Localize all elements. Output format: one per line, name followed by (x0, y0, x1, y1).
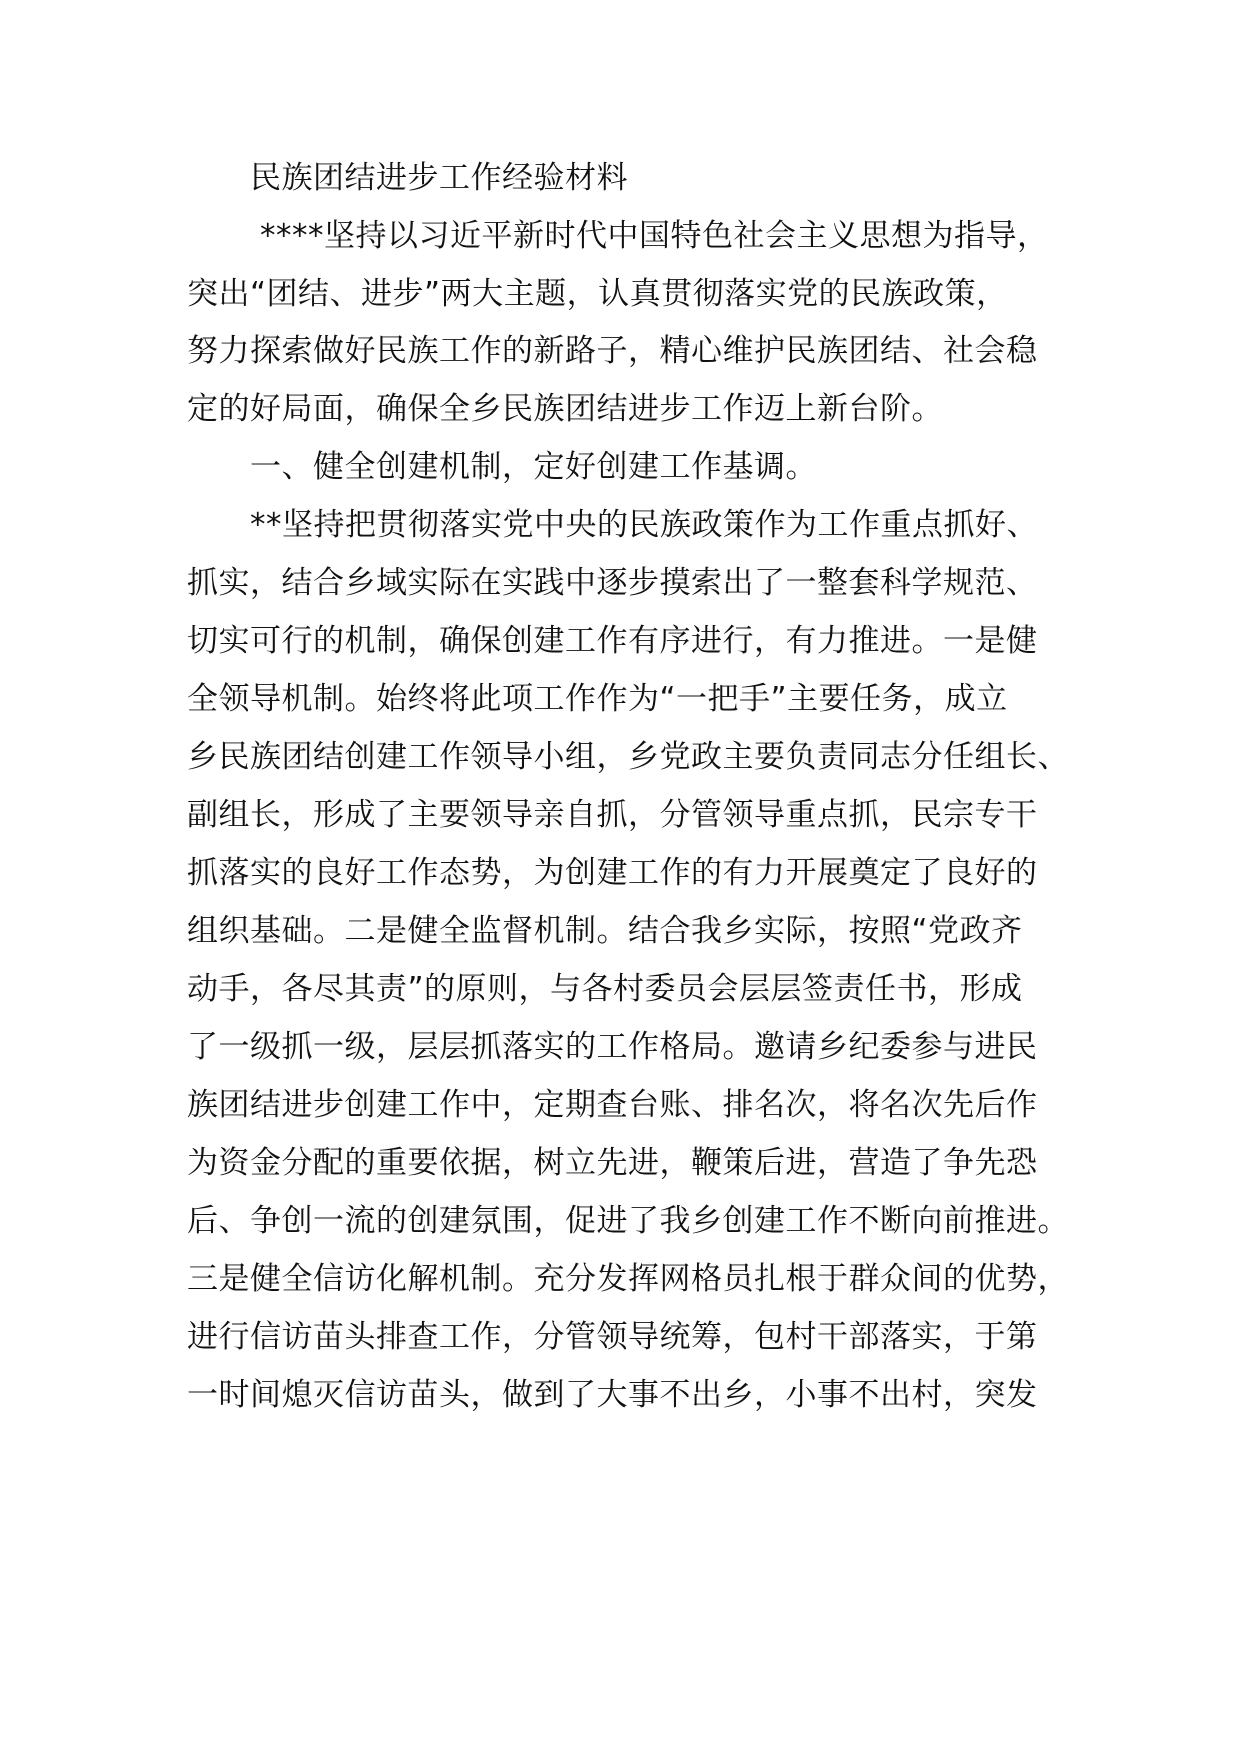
paragraph-line: 动手，各尽其责”的原则，与各村委员会层层签责任书，形成 (187, 971, 1023, 1007)
paragraph-line: 族团结进步创建工作中，定期查台账、排名次，将名次先后作 (187, 1087, 1038, 1123)
section-heading: 一、健全创建机制，定好创建工作基调。 (250, 449, 817, 485)
paragraph-line: 抓落实的良好工作态势，为创建工作的有力开展奠定了良好的 (187, 855, 1038, 891)
paragraph-line: **坚持把贯彻落实党中央的民族政策作为工作重点抓好、 (250, 507, 1038, 543)
paragraph-line: 副组长，形成了主要领导亲自抓，分管领导重点抓，民宗专干 (187, 797, 1038, 833)
paragraph-line: 抓实，结合乡域实际在实践中逐步摸索出了一整套科学规范、 (187, 565, 1038, 601)
paragraph-line: 全领导机制。始终将此项工作作为“一把手”主要任务，成立 (187, 681, 1008, 717)
paragraph-line: 定的好局面，确保全乡民族团结进步工作迈上新台阶。 (187, 391, 943, 427)
document-title: 民族团结进步工作经验材料 (250, 160, 628, 196)
paragraph-line: 乡民族团结创建工作领导小组，乡党政主要负责同志分任组长、 (187, 739, 1069, 775)
paragraph-line: 三是健全信访化解机制。充分发挥网格员扎根于群众间的优势， (187, 1261, 1069, 1297)
paragraph-line: ****坚持以习近平新时代中国特色社会主义思想为指导， (260, 218, 1049, 254)
paragraph-line: 为资金分配的重要依据，树立先进，鞭策后进，营造了争先恐 (187, 1145, 1038, 1181)
paragraph-line: 进行信访苗头排查工作，分管领导统筹，包村干部落实，于第 (187, 1319, 1038, 1355)
paragraph-line: 努力探索做好民族工作的新路子，精心维护民族团结、社会稳 (187, 333, 1038, 369)
paragraph-line: 后、争创一流的创建氛围，促进了我乡创建工作不断向前推进。 (187, 1203, 1069, 1239)
paragraph-line: 突出“团结、进步”两大主题，认真贯彻落实党的民族政策， (187, 276, 1008, 312)
paragraph-line: 切实可行的机制，确保创建工作有序进行，有力推进。一是健 (187, 623, 1038, 659)
paragraph-line: 了一级抓一级，层层抓落实的工作格局。邀请乡纪委参与进民 (187, 1029, 1038, 1065)
paragraph-line: 一时间熄灭信访苗头，做到了大事不出乡，小事不出村，突发 (187, 1377, 1038, 1413)
paragraph-line: 组织基础。二是健全监督机制。结合我乡实际，按照“党政齐 (187, 913, 1023, 949)
